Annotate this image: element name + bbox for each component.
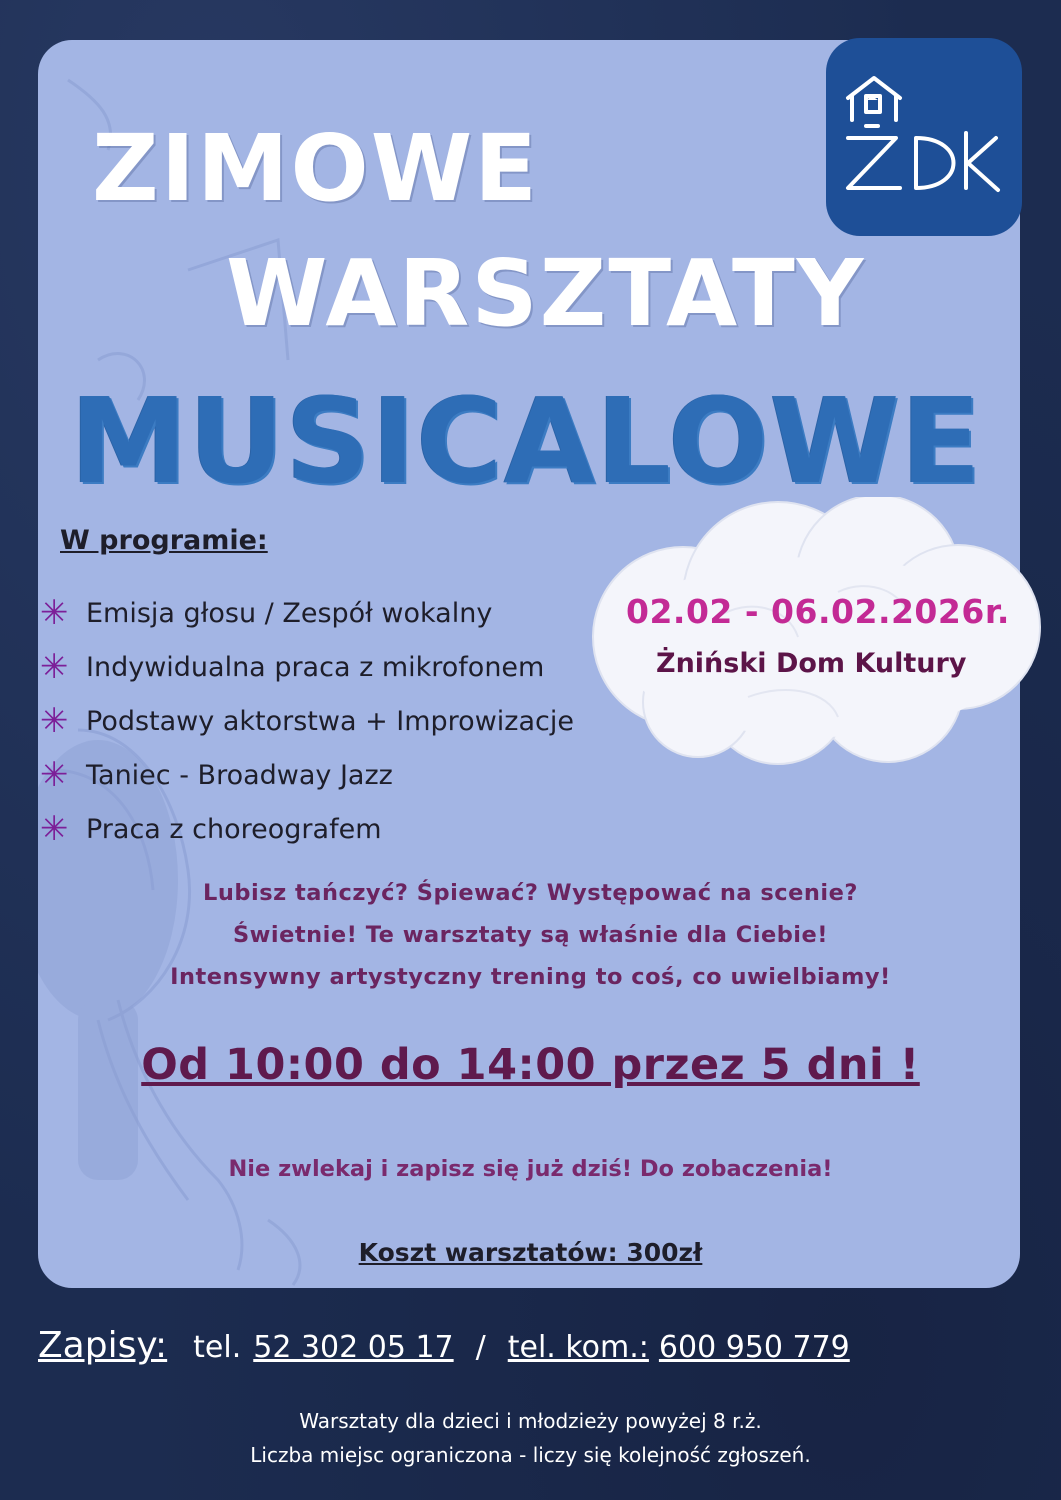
program-item: [40, 694, 574, 748]
contact-separator: /: [475, 1330, 486, 1365]
mobile-prefix: tel. kom.:: [507, 1330, 649, 1365]
pitch-line: Świetnie! Te warsztaty są właśnie dla Ciebie!: [232, 922, 829, 948]
pitch-text: [0, 872, 1061, 998]
title-line-1: ZIMOWE: [92, 115, 540, 222]
title-line-2: WARSZTATY: [226, 240, 866, 347]
hours-text: Od 10:00 do 14:00 przez 5 dni !: [141, 1040, 920, 1090]
program-heading: W programie:: [60, 525, 268, 556]
cloud-badge: [588, 497, 1046, 765]
program-item-label: Podstawy aktorstwa + Improwizacje: [86, 705, 574, 737]
event-venue: Żniński Dom Kultury: [656, 648, 967, 679]
phone-prefix: tel.: [193, 1330, 242, 1365]
footnote-line: Warsztaty dla dzieci i młodzieży powyżej 8 r.ż.: [299, 1409, 762, 1433]
asterisk-star-icon: ✳: [40, 701, 69, 741]
program-item-label: Emisja głosu / Zespół wokalny: [86, 597, 493, 629]
asterisk-star-icon: ✳: [40, 647, 69, 687]
program-list: [40, 586, 574, 856]
asterisk-star-icon: ✳: [40, 809, 69, 849]
pitch-line: Lubisz tańczyć? Śpiewać? Występować na scenie?: [203, 880, 858, 906]
program-item: [40, 586, 574, 640]
footnote-line: Liczba miejsc ograniczona - liczy się kolejność zgłoszeń.: [250, 1443, 811, 1467]
footnote: [0, 1404, 1061, 1472]
phone-number-link[interactable]: 52 302 05 17: [253, 1330, 454, 1365]
title-line-3: MUSICALOWE: [70, 372, 983, 510]
program-item: [40, 640, 574, 694]
call-to-action: Nie zwlekaj i zapisz się już dziś! Do zobaczenia!: [228, 1156, 833, 1182]
program-item-label: Indywidualna praca z mikrofonem: [86, 651, 545, 683]
cost-text: Koszt warsztatów: 300zł: [358, 1238, 703, 1267]
contact-line: [38, 1325, 850, 1366]
zdk-logo: [826, 38, 1022, 236]
program-item-label: Praca z choreografem: [86, 813, 382, 845]
asterisk-star-icon: ✳: [40, 593, 69, 633]
zdk-house-logo-icon: [826, 38, 1022, 236]
program-item-label: Taniec - Broadway Jazz: [86, 759, 393, 791]
program-item: [40, 748, 574, 802]
asterisk-star-icon: ✳: [40, 755, 69, 795]
mobile-number-link[interactable]: 600 950 779: [658, 1330, 850, 1365]
event-dates: 02.02 - 06.02.2026r.: [626, 592, 1010, 631]
pitch-line: Intensywny artystyczny trening to coś, co uwielbiamy!: [170, 964, 891, 990]
contact-label: Zapisy:: [38, 1325, 168, 1366]
program-item: [40, 802, 574, 856]
